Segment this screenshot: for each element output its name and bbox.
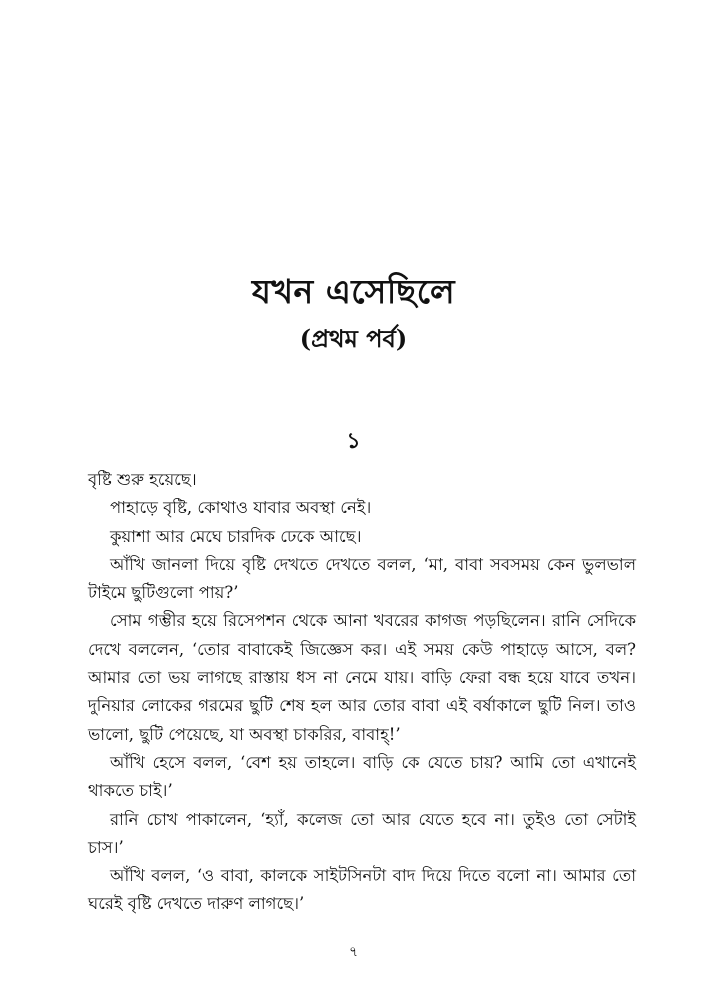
paragraph: রানি চোখ পাকালেন, ‘হ্যাঁ, কলেজ তো আর যেতে হবে না। তুইও তো সেটাই চাস।’	[88, 809, 636, 857]
paragraph: আঁখি জানলা দিয়ে বৃষ্টি দেখতে দেখতে বলল, ‘মা, বাবা সবসময় কেন ভুলভাল টাইমে ছুটিগুলো পায়?’	[88, 554, 636, 603]
paragraph: বৃষ্টি শুরু হয়েছে।	[88, 470, 197, 489]
paragraph: আঁখি বলল, ‘ও বাবা, কালকে সাইটসিনটা বাদ দিয়ে দিতে বলো না। আমার তো ঘরেই বৃষ্টি দেখতে দারুণ লাগছে।’	[88, 866, 636, 914]
chapter-title: যখন এসেছিলে	[251, 272, 456, 311]
chapter-subtitle: (প্রথম পর্ব)	[299, 324, 408, 353]
body-text	[88, 466, 636, 919]
paragraph: আঁখি হেসে বলল, ‘বেশ হয় তাহলে। বাড়ি কে যেতে চায়? আমি তো এখানেই থাকতে চাই।’	[88, 752, 636, 801]
page-number: ৭	[348, 944, 359, 960]
paragraph: সোম গম্ভীর হয়ে রিসেপশন থেকে আনা খবরের কাগজ পড়ছিলেন। রানি সেদিকে দেখে বললেন, ‘তোর বাবাকেই জিজ্ঞেস কর। এই সময় কেউ পাহাড়ে আসে, বল? আমার তো ভয় লাগছে রাস্তায় ধস না নেমে যায়। বাড়ি ফেরা বন্ধ হয়ে যাবে তখন। দুনিয়ার লোকের গরমের ছুটি শেষ হল আর তোর বাবা এই বর্ষাকালে ছুটি নিল। তাও ভালো, ছুটি পেয়েছে, যা অবস্থা চাকরির, বাবাহ্!’	[88, 611, 636, 744]
paragraph: কুয়াশা আর মেঘে চারদিক ঢেকে আছে।	[110, 526, 362, 546]
chapter-number: ১	[346, 428, 361, 454]
paragraph: পাহাড়ে বৃষ্টি, কোথাও যাবার অবস্থা নেই।	[110, 498, 372, 518]
